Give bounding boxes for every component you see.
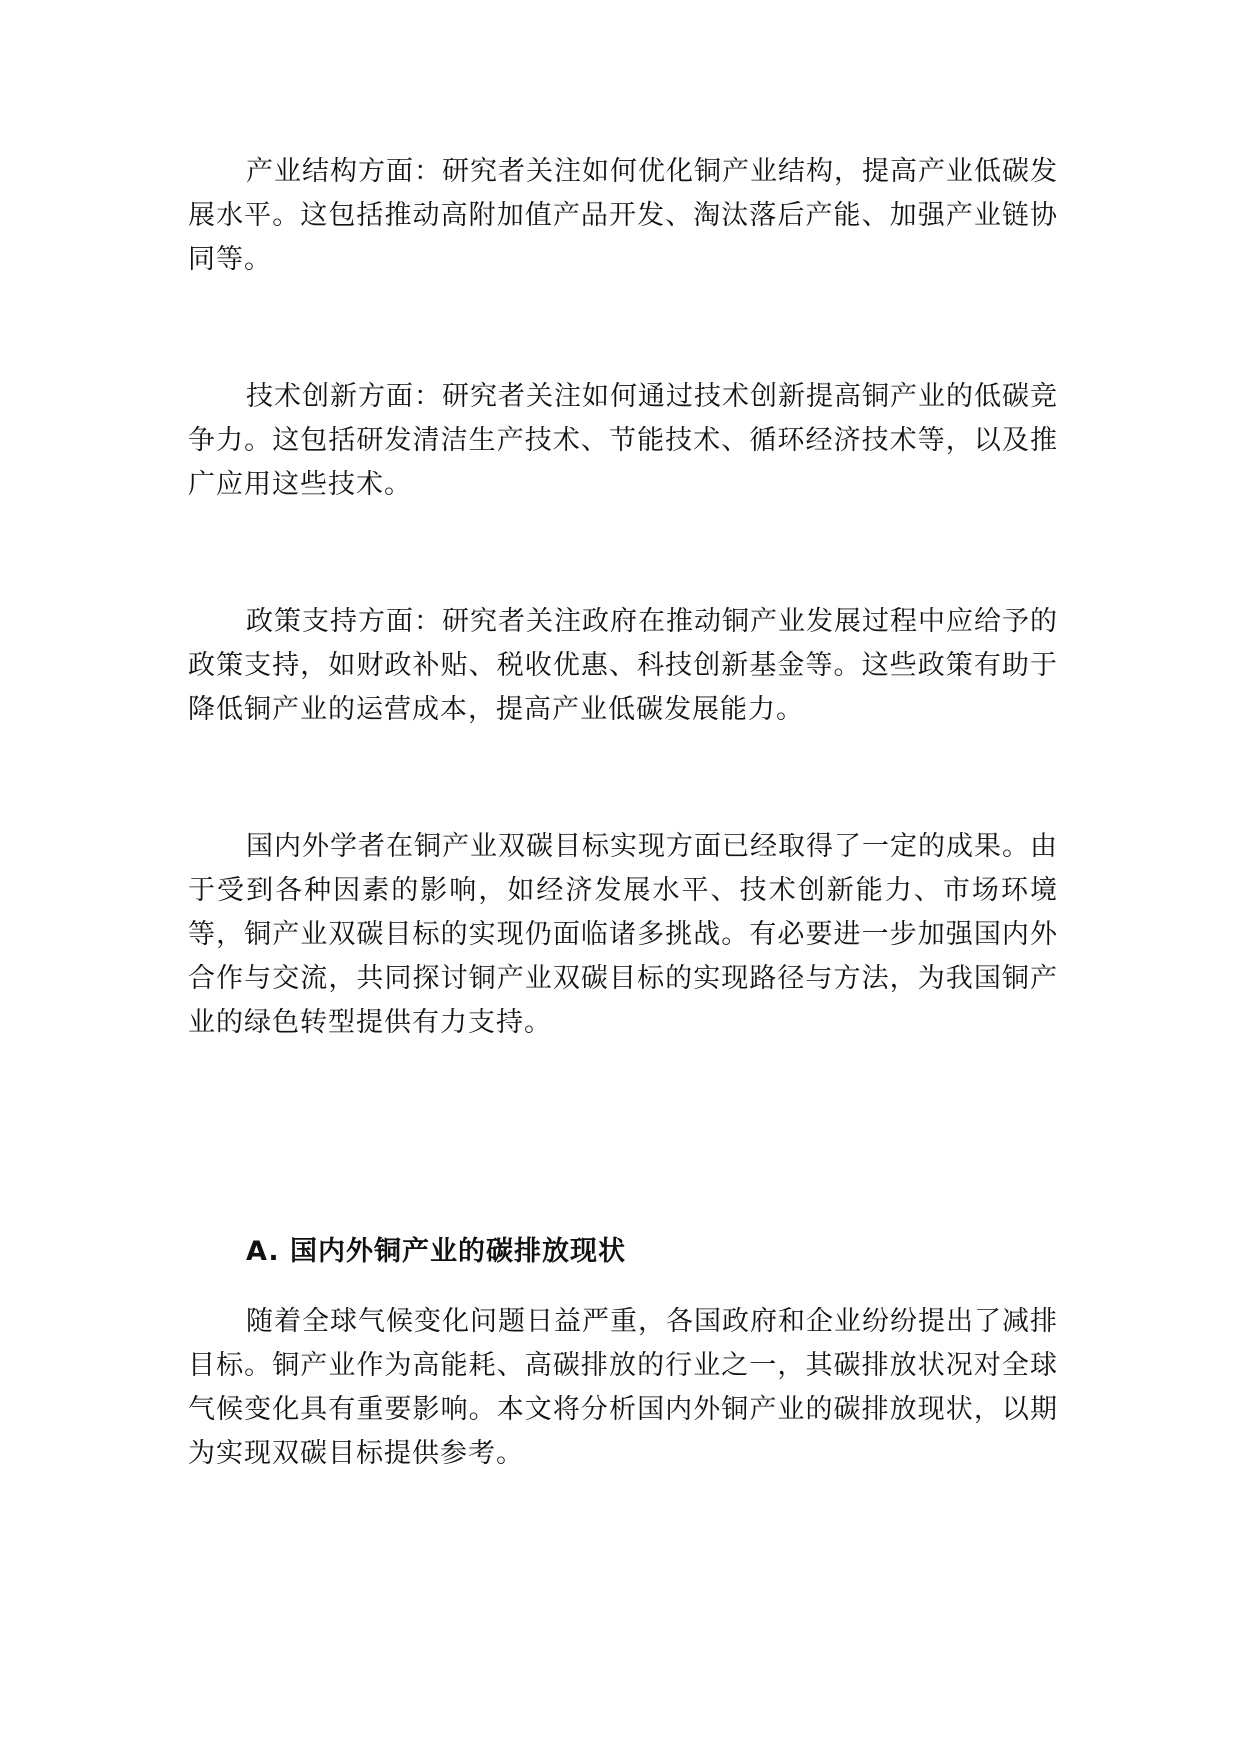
paragraph-text: 政策支持方面：研究者关注政府在推动铜产业发展过程中应给予的政策支持，如财政补贴、税收优惠、科技创新基金等。这些政策有助于降低铜产业的运营成本，提高产业低碳发展能力。 [188,606,1058,725]
paragraph-text: 技术创新方面：研究者关注如何通过技术创新提高铜产业的低碳竞争力。这包括研发清洁生产技术、节能技术、循环经济技术等，以及推广应用这些技术。 [188,381,1058,500]
paragraph-carbon-emission-status [188,1300,1058,1476]
paragraph-technology-innovation [188,375,1058,507]
paragraph-text: 产业结构方面：研究者关注如何优化铜产业结构，提高产业低碳发展水平。这包括推动高附加值产品开发、淘汰落后产能、加强产业链协同等。 [188,156,1058,275]
paragraph-text: 随着全球气候变化问题日益严重，各国政府和企业纷纷提出了减排目标。铜产业作为高能耗、高碳排放的行业之一，其碳排放状况对全球气候变化具有重要影响。本文将分析国内外铜产业的碳排放现状，以期为实现双碳目标提供参考。 [188,1306,1058,1469]
section-heading: A. 国内外铜产业的碳排放现状 [246,1236,627,1267]
paragraph-policy-support [188,600,1058,732]
paragraph-text: 国内外学者在铜产业双碳目标实现方面已经取得了一定的成果。由于受到各种因素的影响，如经济发展水平、技术创新能力、市场环境等，铜产业双碳目标的实现仍面临诸多挑战。有必要进一步加强国内外合作与交流，共同探讨铜产业双碳目标的实现路径与方法，为我国铜产业的绿色转型提供有力支持。 [188,831,1058,1038]
paragraph-industrial-structure [188,150,1058,282]
paragraph-research-summary [188,825,1058,1045]
